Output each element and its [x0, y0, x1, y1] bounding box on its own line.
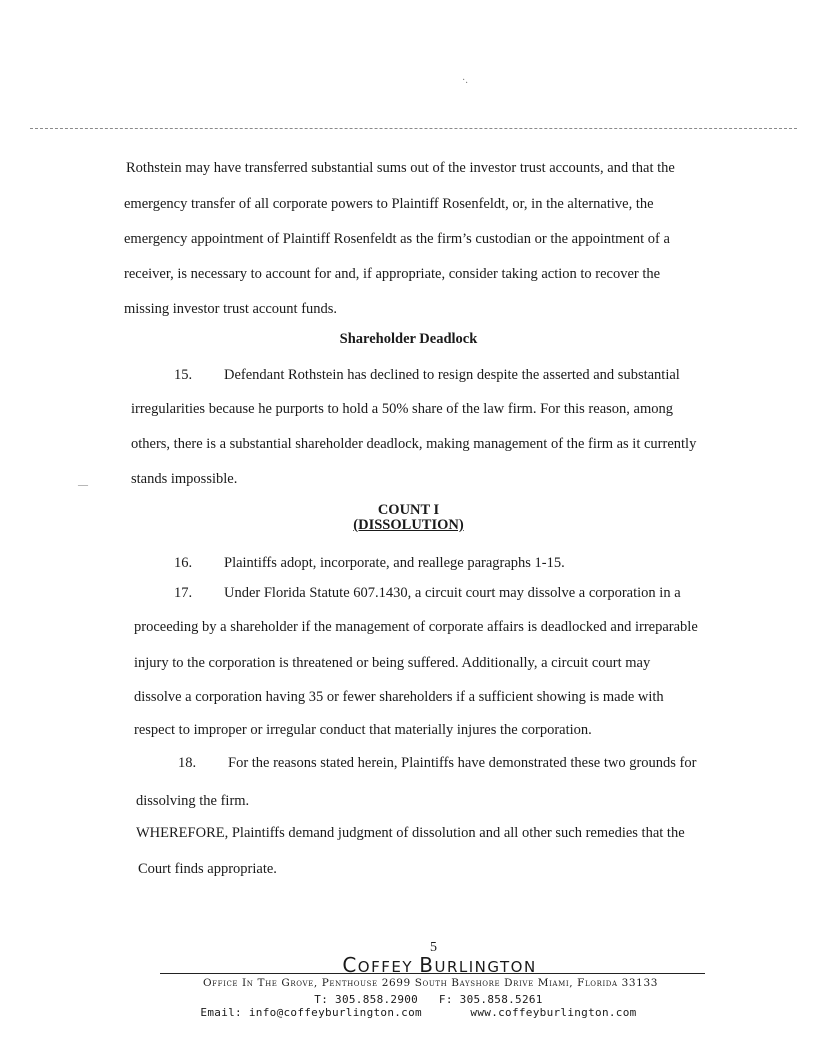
firm-contact	[10, 1006, 817, 1019]
scan-artifact-dashed-line	[30, 128, 797, 129]
body-line: dissolving the firm.	[136, 793, 250, 809]
scan-speck: —	[78, 480, 88, 491]
paragraph-number: 16.	[174, 555, 193, 571]
paragraph-18-first-line: 18. For the reasons stated herein, Plaintiffs have demonstrated these two grounds for	[178, 755, 697, 771]
body-line: receiver, is necessary to account for and, if appropriate, consider taking action to recover the	[124, 266, 661, 282]
count-subtitle: (DISSOLUTION)	[353, 517, 464, 533]
page-number: 5	[430, 940, 437, 955]
body-line: stands impossible.	[131, 471, 238, 487]
body-line: respect to improper or irregular conduct that materially injures the corporation.	[134, 722, 592, 738]
firm-website: www.coffeyburlington.com	[470, 1006, 637, 1019]
body-line: others, there is a substantial shareholder deadlock, making management of the firm as it currently	[131, 436, 697, 452]
body-line: emergency appointment of Plaintiff Rosenfeldt as the firm’s custodian or the appointment of a	[124, 231, 670, 247]
body-line: proceeding by a shareholder if the management of corporate affairs is deadlocked and irreparable	[134, 619, 698, 635]
paragraph-number: 17.	[174, 585, 193, 601]
body-line: missing investor trust account funds.	[124, 301, 338, 317]
body-line: injury to the corporation is threatened or being suffered. Additionally, a circuit court may	[134, 655, 651, 671]
wherefore-clause: WHEREFORE, Plaintiffs demand judgment of dissolution and all other such remedies that the	[136, 825, 685, 841]
firm-address: Office In The Grove, Penthouse 2699 South Bayshore Drive Miami, Florida 33133	[202, 977, 659, 989]
body-line: emergency transfer of all corporate powers to Plaintiff Rosenfeldt, or, in the alternative, the	[124, 196, 654, 212]
paragraph-number: 15.	[174, 367, 193, 383]
paragraph-16: 16. Plaintiffs adopt, incorporate, and reallege paragraphs 1-15.	[174, 555, 565, 571]
firm-phone: T: 305.858.2900	[314, 993, 419, 1006]
scan-speck: ·.	[462, 75, 468, 86]
section-heading: Shareholder Deadlock	[339, 331, 478, 347]
paragraph-17-first-line: 17. Under Florida Statute 607.1430, a circuit court may dissolve a corporation in a	[174, 585, 681, 601]
body-line: Rothstein may have transferred substantial sums out of the investor trust accounts, and that the	[126, 160, 675, 176]
count-title: COUNT I	[377, 502, 440, 518]
firm-fax: F: 305.858.5261	[438, 993, 543, 1006]
body-line: irregularities because he purports to hold a 50% share of the law firm. For this reason, among	[131, 401, 673, 417]
paragraph-number: 18.	[178, 755, 197, 771]
paragraph-15-first-line: 15. Defendant Rothstein has declined to resign despite the asserted and substantial	[174, 367, 680, 383]
firm-email: Email: info@coffeyburlington.com	[200, 1006, 422, 1019]
body-line: dissolve a corporation having 35 or fewer shareholders if a sufficient showing is made with	[134, 689, 664, 705]
footer-divider	[160, 973, 705, 974]
firm-name: COFFEY BURLINGTON	[342, 953, 537, 977]
body-line: Court finds appropriate.	[138, 861, 277, 877]
firm-phone-fax	[20, 993, 817, 1006]
